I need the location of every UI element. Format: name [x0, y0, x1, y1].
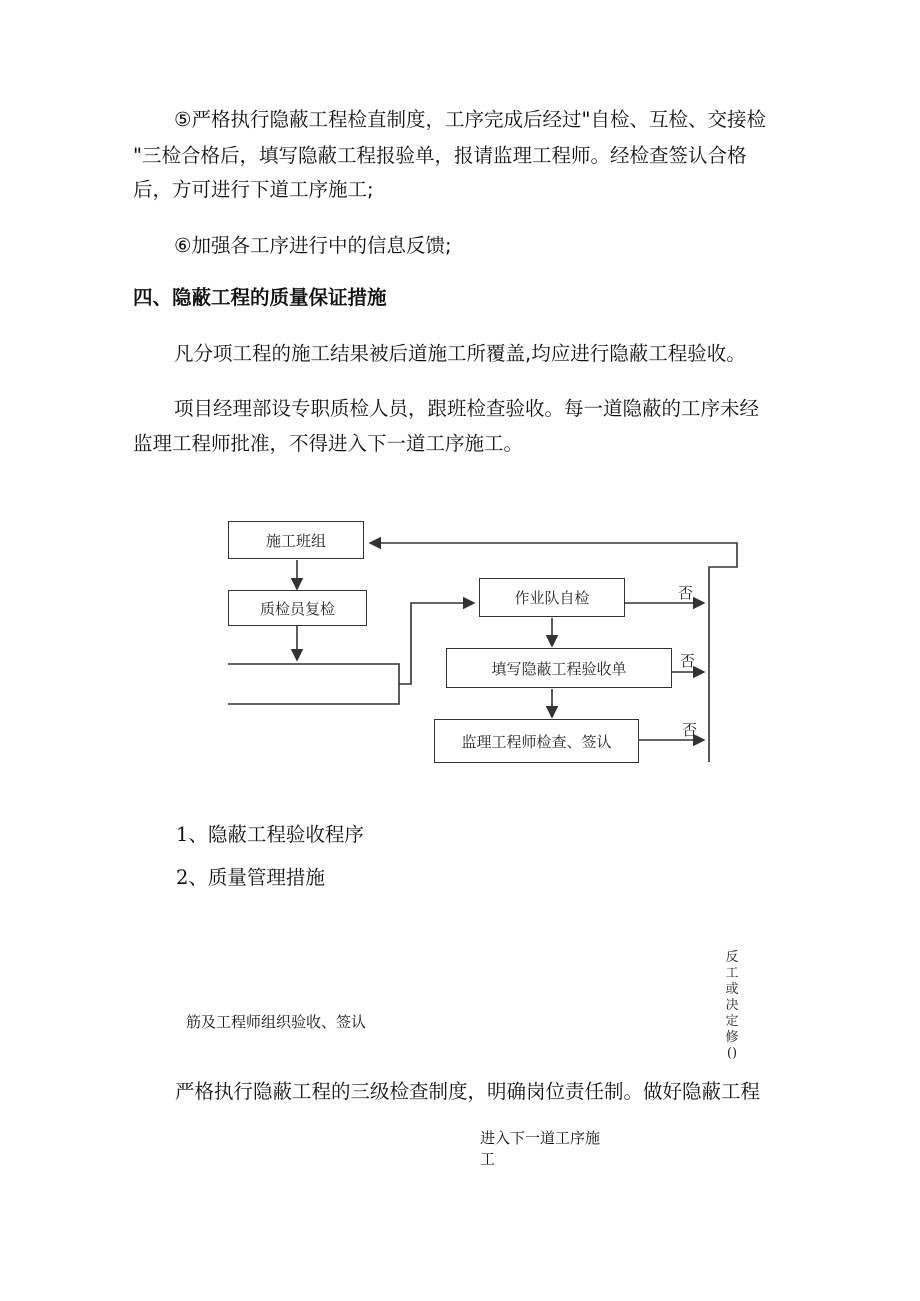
- caption-item-1: [176, 822, 364, 848]
- label-no-2: 否: [680, 652, 696, 670]
- box-fill-acceptance-form: 填写隐蔽工程验收单: [446, 648, 672, 688]
- paragraph-5-line3: 后，方可进行下道工序施工;: [133, 178, 374, 201]
- box-construction-team: 施工班组: [228, 521, 364, 559]
- next-step-fragment-line1: 进入下一道工序施: [480, 1129, 601, 1147]
- label-no-3: 否: [682, 721, 698, 739]
- paragraph-5-line1: ⑤严格执行隐蔽工程检直制度，工序完成后经过"自检、互检、交接检: [174, 108, 766, 131]
- next-step-fragment-line2: 工: [480, 1150, 496, 1168]
- label-no-1: 否: [678, 584, 694, 602]
- vertical-fragment: 反工或决定修(): [725, 950, 739, 1061]
- caption-item-2: [176, 865, 325, 891]
- caption-item-1-text: 1、隐蔽工程验收程序: [176, 823, 364, 846]
- paragraph-5-line2: "三检合格后，填写隐蔽工程报验单，报请监理工程师。经检查签认合格: [133, 144, 747, 167]
- paragraph-inspector-line1: 项目经理部设专职质检人员，跟班检查验收。每一道隐蔽的工序未经: [174, 397, 760, 420]
- box-inspector-recheck: 质检员复检: [228, 590, 367, 626]
- box-team-selfcheck: 作业队自检: [479, 578, 625, 617]
- box-supervisor-check: 监理工程师检查、签认: [434, 719, 639, 763]
- caption-item-2-text: 2、质量管理措施: [176, 866, 325, 889]
- paragraph-covered-works: 凡分项工程的施工结果被后道施工所覆盖,均应进行隐蔽工程验收。: [174, 342, 746, 365]
- section-heading-4: 四、隐蔽工程的质量保证措施: [133, 286, 387, 309]
- partial-box-outline: [228, 664, 399, 704]
- bottom-paragraph: 严格执行隐蔽工程的三级检查制度，明确岗位责任制。做好隐蔽工程: [175, 1080, 761, 1103]
- paragraph-6: ⑥加强各工序进行中的信息反馈;: [174, 234, 452, 257]
- paragraph-inspector-line2: 监理工程师批准，不得进入下一道工序施工。: [133, 432, 524, 455]
- rebar-fragment: 筋及工程师组织验收、签认: [186, 1013, 367, 1031]
